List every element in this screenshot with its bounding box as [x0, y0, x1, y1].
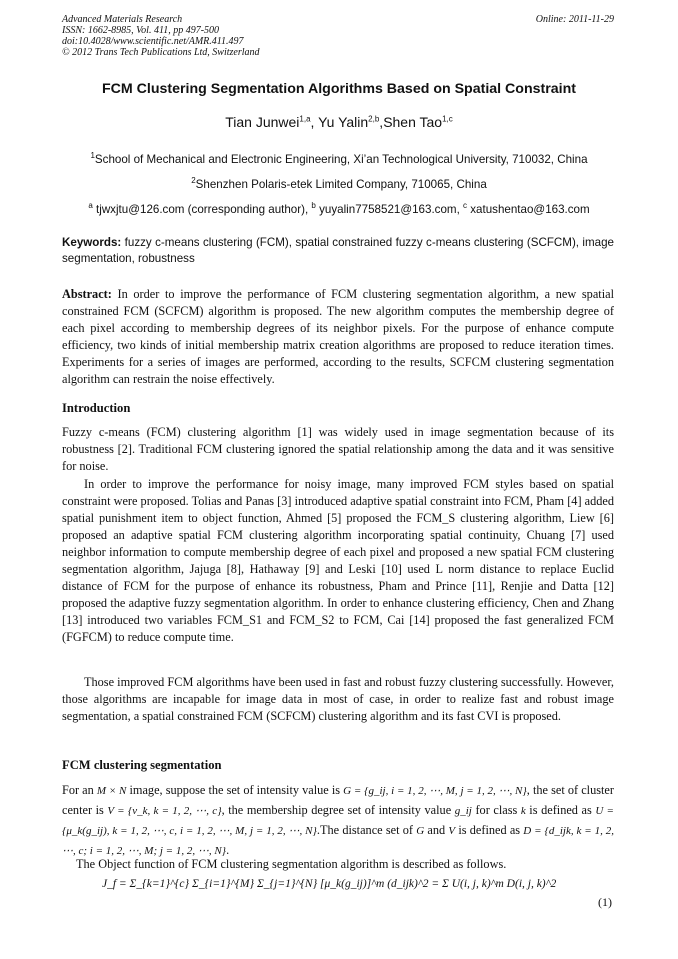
affiliation-text: Shenzhen Polaris-etek Limited Company, 710065, China — [195, 177, 487, 191]
keywords-label: Keywords: — [62, 236, 122, 249]
email-mark: b — [311, 201, 316, 210]
email-line — [62, 201, 616, 216]
copyright-line: © 2012 Trans Tech Publications Ltd, Switzerland — [62, 47, 260, 58]
equation-number: (1) — [598, 895, 612, 909]
body-text: .The distance set of — [316, 823, 417, 837]
issn-line: ISSN: 1662-8985, Vol. 411, pp 497-500 — [62, 25, 220, 36]
objective-function-formula: J_f = Σ_{k=1}^{c} Σ_{i=1}^{M} Σ_{j=1}^{N} [μ_k(g_ij)]^m (d_ijk)^2 = Σ U(i, j, k)^m D(i, j, k)^2 — [102, 878, 557, 890]
author-affiliation-mark: 1,c — [442, 114, 453, 124]
email-mark: a — [88, 201, 93, 210]
body-text: , the set of cluster center is — [62, 783, 614, 817]
keywords — [62, 235, 614, 267]
abstract-label: Abstract: — [62, 287, 112, 301]
fcm-definitions-paragraph — [62, 781, 614, 861]
email-text: xatushentao@163.com — [470, 202, 590, 216]
journal-name: Advanced Materials Research — [62, 14, 183, 25]
math-distance-set: D = {d_ijk, k = 1, 2, ⋯, c; i = 1, 2, ⋯, M; j = 1, 2, ⋯, N} — [62, 825, 614, 857]
body-text: is defined as — [525, 803, 596, 817]
introduction-heading: Introduction — [62, 401, 131, 415]
body-text: image, suppose the set of intensity value is — [126, 783, 344, 797]
body-text: is defined as — [455, 823, 524, 837]
running-header-left — [62, 14, 260, 58]
paper-title: FCM Clustering Segmentation Algorithms Based on Spatial Constraint — [101, 81, 576, 97]
fcm-section-heading: FCM clustering segmentation — [62, 758, 222, 772]
abstract — [62, 286, 614, 388]
math-intensity-set: G = {g_ij, i = 1, 2, ⋯, M, j = 1, 2, ⋯, N} — [343, 785, 527, 797]
keywords-text: fuzzy c-means clustering (FCM), spatial constrained fuzzy c-means clustering (SCFCM), image segmentation, robustness — [62, 236, 614, 265]
author-affiliation-mark: 2,b — [368, 114, 380, 124]
body-text: , the membership degree set of intensity value — [221, 803, 455, 817]
author-list — [62, 114, 616, 130]
email-text: tjwxjtu@126.com (corresponding author), — [96, 202, 312, 216]
affiliation-mark: 2 — [191, 176, 196, 185]
math-membership-set: U = {μ_k(g_ij), k = 1, 2, ⋯, c, i = 1, 2, ⋯, M, j = 1, 2, ⋯, N} — [62, 805, 614, 837]
body-text: for class — [471, 803, 521, 817]
email-text: yuyalin7758521@163.com, — [319, 202, 464, 216]
intro-paragraph-2: In order to improve the performance for noisy image, many improved FCM styles based on spatial constraint were proposed. Tolias and Panas [3] introduced adaptive spatial constraint into FCM, Pham [4] added spatial punishment item to object function, Ahmed [5] proposed the FCM_S clustering algorithm, Liew [6] proposed an adaptive spatial FCM clustering algorithm incorporating spatial continuity, Chuang [7] used neighbor information to compute membership degree of each pixel and proposed a new spatial FCM clustering segmentation algorithm, Jajuga [8], Hathaway [9] and Leski [10] used L norm distance to replace Euclid distance of FCM for the purpose of enhance its robustness, Pham and Prince [11], Renjie and Datta [12] proposed the adaptive fuzzy segmentation algorithm. In order to enhance clustering efficiency, Chen and Zhang [13] introduced two variables FCM_S1 and FCM_S2 to FCM, Cai [14] proposed the fast generalized FCM (FGFCM) to reduce compute time. — [62, 477, 614, 644]
affiliation-mark: 1 — [90, 151, 95, 160]
author-affiliation-mark: 1,a — [299, 114, 311, 124]
intro-paragraph-1: Fuzzy c-means (FCM) clustering algorithm [1] was widely used in image segmentation because of its robustness [2]. Traditional FCM clustering ignored the spatial relationship among the data and it was sensitive for noise. — [62, 425, 614, 473]
math-intensity-value: g_ij — [454, 805, 472, 817]
author-name: Tian Junwei — [225, 114, 300, 130]
math-cluster-center-set: V = {v_k, k = 1, 2, ⋯, c} — [107, 805, 222, 817]
body-text: and — [424, 823, 449, 837]
abstract-text: In order to improve the performance of FCM clustering segmentation algorithm, a new spatial constrained FCM (SCFCM) algorithm is proposed. The new algorithm computes the membership degree of each pixel according to membership degrees of its neighbor pixels. For the purpose of enhance compute efficiency, two kinds of initial membership matrix creation algorithms are proposed to reduce iteration times. Experiments for a series of images are performed, according to the results, SCFCM clustering segmentation algorithm can restrain the noise effectively. — [62, 287, 614, 386]
objective-function-intro: The Object function of FCM clustering segmentation algorithm is described as follows. — [76, 857, 507, 871]
author-name: Yu Yalin — [318, 114, 369, 130]
affiliation-1 — [62, 151, 616, 166]
online-date: Online: 2011-11-29 — [535, 14, 614, 25]
body-text: For an — [62, 783, 97, 797]
body-text: . — [226, 843, 230, 857]
affiliation-2 — [62, 176, 616, 191]
affiliation-text: School of Mechanical and Electronic Engineering, Xi’an Technological University, 710032, China — [94, 152, 588, 166]
math-symbol-g: G — [416, 825, 425, 837]
math-image-size: M × N — [96, 785, 127, 797]
author-separator: , — [310, 114, 319, 130]
math-symbol-v: V — [448, 825, 456, 837]
email-mark: c — [463, 201, 468, 210]
intro-paragraph-3: Those improved FCM algorithms have been used in fast and robust fuzzy clustering successfully. However, those algorithms are incapable for image data in most of case, in order to realize fast and robust image segmentation, a spatial constrained FCM (SCFCM) clustering algorithm and its fast CVI is proposed. — [62, 675, 614, 723]
doi-line: doi:10.4028/www.scientific.net/AMR.411.497 — [62, 36, 244, 47]
author-name: Shen Tao — [383, 114, 443, 130]
math-class-index: k — [520, 805, 526, 817]
author-separator: , — [379, 114, 384, 130]
